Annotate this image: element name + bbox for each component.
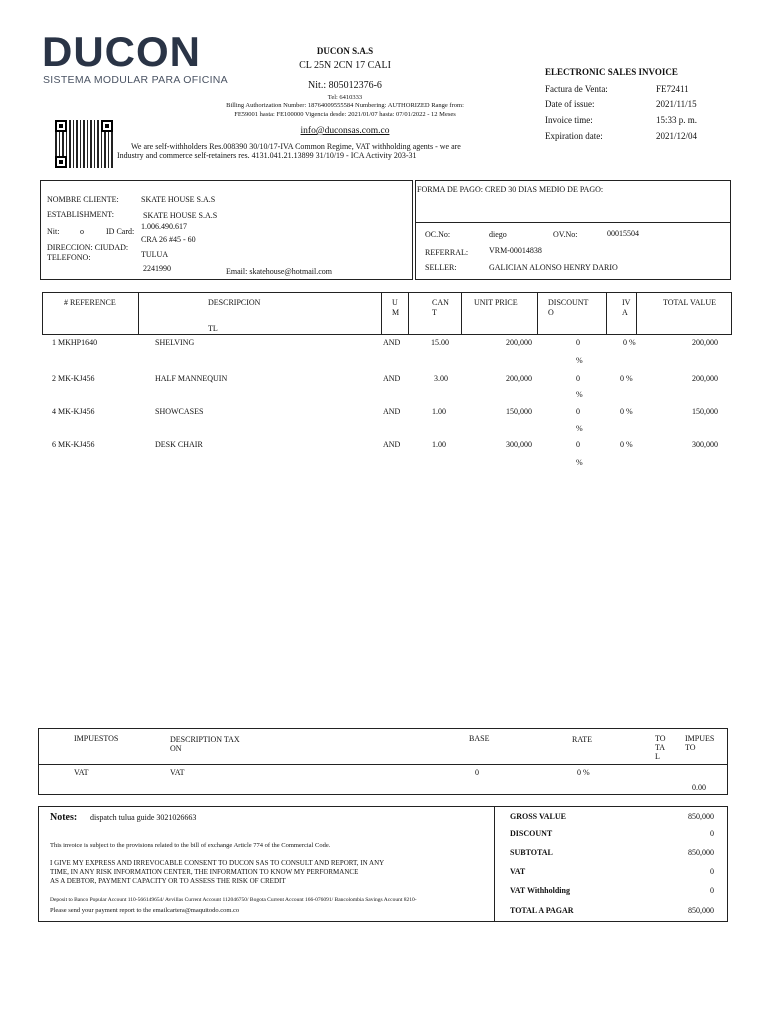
client-phone-value: 2241990 <box>143 264 171 273</box>
totals-value-vat-withholding: 0 <box>710 886 714 895</box>
tax-col-total-2: TA <box>655 743 666 752</box>
col-um-2: M <box>392 308 400 317</box>
tax-col-impuesto-1: IMPUES <box>685 734 715 743</box>
tax-col-impuesto-2: TO <box>685 743 696 752</box>
totals-label-gross: GROSS VALUE <box>510 812 566 821</box>
invoice-field-value-2: 15:33 p. m. <box>656 115 698 125</box>
row-total: 200,000 <box>692 338 718 347</box>
row-unit: AND <box>383 440 401 449</box>
row-unit: AND <box>383 374 401 383</box>
client-idcard-label: ID Card: <box>106 227 135 236</box>
totals-label-discount: DISCOUNT <box>510 829 553 838</box>
row-unit-price: 200,000 <box>506 374 532 383</box>
deposit-accounts: Deposit to Banco Popular Account 110-566149654/ Avvillas Current Account 112046750/ Bogota Current Account 166-076091/ Bancolombia Savings Account 8210- <box>50 897 417 903</box>
notes-totals-divider <box>494 806 495 922</box>
tax-col-description-2: ON <box>170 744 182 753</box>
tax-table <box>38 728 728 795</box>
referral-label: REFERRAL: <box>425 248 469 257</box>
client-telefono-label: TELEFONO: <box>47 253 91 262</box>
invoice-field-label-2: Invoice time: <box>545 115 593 125</box>
row-discount-pct: % <box>576 356 583 365</box>
col-unit-price: UNIT PRICE <box>474 298 518 307</box>
totals-value-total: 850,000 <box>688 906 714 915</box>
totals-value-discount: 0 <box>710 829 714 838</box>
totals-value-subtotal: 850,000 <box>688 848 714 857</box>
row-reference: 6 MK-KJ456 <box>52 440 95 449</box>
invoice-field-label-3: Expiration date: <box>545 131 603 141</box>
invoice-field-label-1: Date of issue: <box>545 99 595 109</box>
invoice-field-value-3: 2021/12/04 <box>656 131 698 141</box>
row-iva: 0 % <box>620 440 633 449</box>
row-description: HALF MANNEQUIN <box>155 374 228 383</box>
row-description: DESK CHAIR <box>155 440 203 449</box>
company-name: DUCON S.A.S <box>316 46 374 56</box>
col-qty-1: CAN <box>432 298 449 307</box>
tax-col-base: BASE <box>469 734 490 743</box>
oc-label: OC.No: <box>425 230 451 239</box>
row-discount-pct: % <box>576 390 583 399</box>
ov-label: OV.No: <box>553 230 578 239</box>
row-description: SHELVING <box>155 338 195 347</box>
totals-label-subtotal: SUBTOTAL <box>510 848 553 857</box>
col-total-value: TOTAL VALUE <box>663 298 717 307</box>
row-unit-price: 150,000 <box>506 407 532 416</box>
client-name-label: NOMBRE CLIENTE: <box>47 195 119 204</box>
company-tel: Tel: 6410333 <box>327 94 363 101</box>
row-quantity: 15.00 <box>431 338 449 347</box>
table-row <box>42 440 732 474</box>
tax-row-impuesto: VAT <box>74 768 89 777</box>
row-iva: 0 % <box>620 374 633 383</box>
row-unit-price: 300,000 <box>506 440 532 449</box>
col-description: DESCRIPCION <box>208 298 261 307</box>
client-address-value: CRA 26 #45 - 60 <box>141 235 196 244</box>
tax-row-rate: 0 % <box>577 768 590 777</box>
client-nit-value: o <box>80 227 84 236</box>
row-unit-price: 200,000 <box>506 338 532 347</box>
client-name-value: SKATE HOUSE S.A.S <box>141 195 216 204</box>
oc-value: diego <box>489 230 507 239</box>
consent-line-3: AS A DEBTOR, PAYMENT CAPACITY OR TO ASSESS THE RISK OF CREDIT <box>50 877 286 885</box>
notes-text: dispatch tulua guide 3021026663 <box>90 813 197 822</box>
row-quantity: 1.00 <box>432 407 446 416</box>
tax-regime-note-2: Industry and commerce self-retainers res. 4131.041.21.13899 31/10/19 - ICA Activity 203-31 <box>117 151 417 160</box>
legal-notice: This invoice is subject to the provisions related to the bill of exchange Article 774 of the Commercial Code. <box>50 842 331 849</box>
table-row <box>42 406 732 440</box>
client-nit-label: Nit: <box>47 227 60 236</box>
notes-label: Notes: <box>50 812 78 823</box>
company-address: CL 25N 2CN 17 CALI <box>299 60 391 71</box>
tax-regime-note-1: We are self-withholders Res.008390 30/10/17-IVA Common Regime, VAT withholding agents - we are <box>131 142 461 151</box>
col-iva-2: A <box>622 308 628 317</box>
row-quantity: 1.00 <box>432 440 446 449</box>
col-iva-1: IV <box>622 298 631 307</box>
col-discount-2: O <box>548 308 554 317</box>
qr-code <box>55 120 113 168</box>
tax-col-total-3: L <box>655 752 660 761</box>
client-establishment-value: SKATE HOUSE S.A.S <box>143 211 218 220</box>
row-quantity: 3.00 <box>434 374 448 383</box>
invoice-field-value-0: FE72411 <box>656 84 689 94</box>
tax-col-total-1: TO <box>655 734 666 743</box>
tax-col-rate: RATE <box>572 735 592 744</box>
company-logo: DUCON <box>42 28 201 75</box>
row-reference: 2 MK-KJ456 <box>52 374 95 383</box>
row-unit: AND <box>383 407 401 416</box>
payment-report-instructions: Please send your payment report to the emailcartera@maquitodo.com.co <box>50 907 240 914</box>
company-logo-subtitle: SISTEMA MODULAR PARA OFICINA <box>43 74 228 86</box>
row-total: 200,000 <box>692 374 718 383</box>
consent-line-2: TIME, IN ANY RISK INFORMATION CENTER, THE INFORMATION TO KNOW MY PERFORMANCE <box>50 868 359 876</box>
col-reference: # REFERENCE <box>64 298 116 307</box>
row-total: 150,000 <box>692 407 718 416</box>
ov-value: 00015504 <box>607 229 639 238</box>
billing-authorization: Billing Authorization Number: 18764009555584 Numbering: AUTHORIZED Range from: <box>226 102 464 109</box>
tax-table-divider <box>38 764 728 765</box>
totals-label-vat: VAT <box>510 867 526 876</box>
totals-label-vat-withholding: VAT Withholding <box>510 886 570 895</box>
invoice-title: ELECTRONIC SALES INVOICE <box>545 67 678 77</box>
row-unit: AND <box>383 338 401 347</box>
table-row <box>42 336 732 370</box>
client-establishment-label: ESTABLISHMENT: <box>47 210 114 219</box>
billing-range: FE59001 hasta: FE100000 Vigencia desde: 2021/01/07 hasta: 07/01/2022 - 12 Meses <box>234 111 456 118</box>
tax-col-description-1: DESCRIPTION TAX <box>170 735 240 744</box>
row-reference: 4 MK-KJ456 <box>52 407 95 416</box>
payment-box-divider <box>415 222 731 223</box>
tax-row-description: VAT <box>170 768 185 777</box>
row-reference: 1 MKHP1640 <box>52 338 98 347</box>
payment-method: FORMA DE PAGO: CRED 30 DIAS MEDIO DE PAGO: <box>417 185 604 194</box>
seller-label: SELLER: <box>425 263 457 272</box>
row-total: 300,000 <box>692 440 718 449</box>
totals-value-gross: 850,000 <box>688 812 714 821</box>
client-idcard-value: 1.006.490.617 <box>141 222 187 231</box>
row-discount-pct: % <box>576 458 583 467</box>
totals-label-total: TOTAL A PAGAR <box>510 906 574 915</box>
company-nit: Nit.: 805012376-6 <box>308 80 382 91</box>
row-iva: 0 % <box>620 407 633 416</box>
tax-row-base: 0 <box>475 768 479 777</box>
seller-value: GALICIAN ALONSO HENRY DARIO <box>489 263 618 272</box>
totals-value-vat: 0 <box>710 867 714 876</box>
col-um-1: U <box>392 298 398 307</box>
row-discount: 0 <box>576 440 580 449</box>
table-row <box>42 373 732 407</box>
row-discount: 0 <box>576 407 580 416</box>
client-email: Email: skatehouse@hotmail.com <box>226 267 333 276</box>
invoice-field-value-1: 2021/11/15 <box>656 99 697 109</box>
row-discount-pct: % <box>576 424 583 433</box>
col-description-2: TL <box>208 324 218 333</box>
client-city-value: TULUA <box>141 250 169 259</box>
tax-row-total: 0.00 <box>692 783 706 792</box>
referral-value: VRM-00014838 <box>489 246 542 255</box>
col-discount-1: DISCOUNT <box>548 298 589 307</box>
client-direccion-label: DIRECCION: CIUDAD: <box>47 243 129 252</box>
consent-line-1: I GIVE MY EXPRESS AND IRREVOCABLE CONSENT TO DUCON SAS TO CONSULT AND REPORT, IN ANY <box>50 859 385 867</box>
row-discount: 0 <box>576 338 580 347</box>
row-iva: 0 % <box>623 338 636 347</box>
col-qty-2: T <box>432 308 437 317</box>
company-email-link[interactable]: info@duconsas.com.co <box>300 126 390 136</box>
invoice-field-label-0: Factura de Venta: <box>545 84 608 94</box>
row-description: SHOWCASES <box>155 407 204 416</box>
row-discount: 0 <box>576 374 580 383</box>
tax-col-impuestos: IMPUESTOS <box>74 734 119 743</box>
